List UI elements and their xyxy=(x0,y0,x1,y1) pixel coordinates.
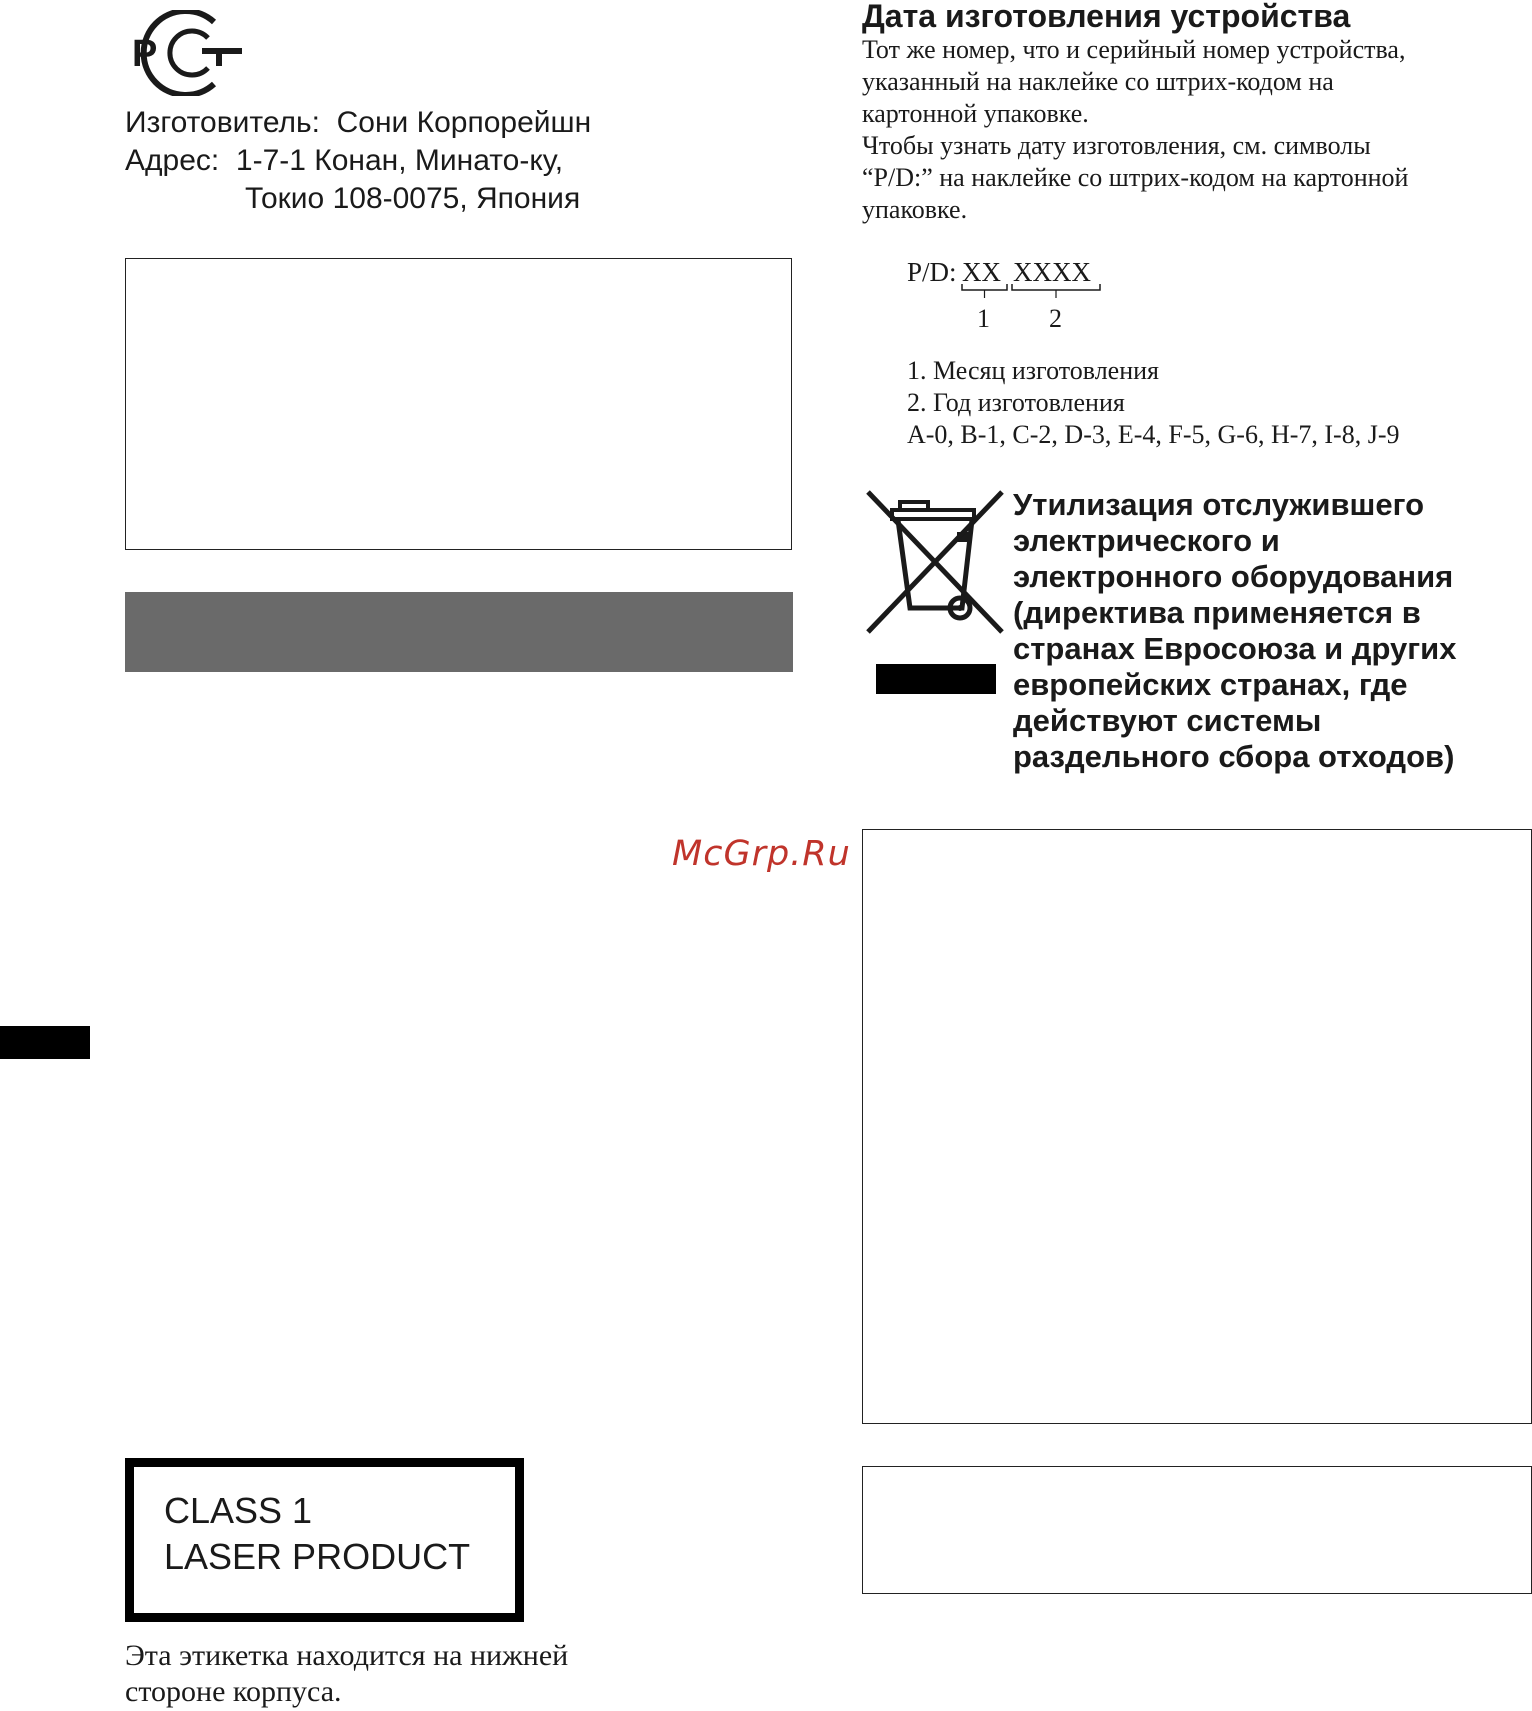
laser-class-text: CLASS 1 xyxy=(164,1490,313,1531)
gray-banner xyxy=(125,592,793,672)
empty-frame-bottom xyxy=(862,1466,1532,1594)
laser-class-label xyxy=(125,1458,524,1622)
date-paragraph-line: “P/D:” на наклейке со штрих-кодом на картонной xyxy=(862,163,1409,192)
page-edge-tab xyxy=(0,1026,90,1059)
legend-month: 1. Месяц изготовления xyxy=(907,356,1159,385)
empty-frame-top xyxy=(125,258,792,550)
address-line-2: Токио 108-0075, Япония xyxy=(245,182,581,215)
disposal-heading-line: действуют системы xyxy=(1013,703,1322,738)
pd-year-code: XXXX xyxy=(1013,257,1091,287)
disposal-heading-line: электронного оборудования xyxy=(1013,559,1454,594)
date-paragraph-line: упаковке. xyxy=(862,195,968,224)
watermark-text: McGrp.Ru xyxy=(672,834,851,874)
label-note-line-1: Эта этикетка находится на нижней xyxy=(125,1639,569,1672)
weee-underline-bar xyxy=(876,664,996,694)
svg-text:P: P xyxy=(132,33,158,75)
legend-year: 2. Год изготовления xyxy=(907,388,1125,417)
date-paragraph-line: указанный на наклейке со штрих-кодом на xyxy=(862,67,1334,96)
manufacturer-line: Изготовитель: Сони Корпорейшн xyxy=(125,106,592,139)
disposal-heading-line: раздельного сбора отходов) xyxy=(1013,739,1455,774)
date-paragraph-line: Тот же номер, что и серийный номер устройства, xyxy=(862,35,1406,64)
disposal-heading-line: Утилизация отслужившего xyxy=(1013,487,1425,522)
manufacture-date-heading: Дата изготовления устройства xyxy=(862,0,1351,34)
address-line-1: Адрес: 1-7-1 Конан, Минато-ку, xyxy=(125,144,564,177)
disposal-heading-line: (директива применяется в xyxy=(1013,595,1421,630)
legend-year-codes: A-0, B-1, C-2, D-3, E-4, F-5, G-6, H-7, I-8, J-9 xyxy=(907,420,1400,449)
year-marker: 2 xyxy=(1049,304,1062,333)
pd-code-diagram xyxy=(905,255,1125,335)
date-paragraph-line: Чтобы узнать дату изготовления, см. символы xyxy=(862,131,1371,160)
empty-frame-right xyxy=(862,829,1532,1424)
disposal-heading-line: странах Евросоюза и других xyxy=(1013,631,1457,666)
month-marker: 1 xyxy=(977,304,990,333)
label-note-line-2: стороне корпуса. xyxy=(125,1675,342,1708)
laser-product-text: LASER PRODUCT xyxy=(164,1536,471,1577)
crossed-out-wheelie-bin-icon xyxy=(862,488,1007,638)
pd-prefix: P/D: xyxy=(907,257,957,287)
disposal-heading-line: европейских странах, где xyxy=(1013,667,1408,702)
disposal-heading-line: электрического и xyxy=(1013,523,1280,558)
pd-month-code: XX xyxy=(962,257,1001,287)
date-paragraph-line: картонной упаковке. xyxy=(862,99,1089,128)
gost-certification-logo-icon xyxy=(126,10,246,96)
